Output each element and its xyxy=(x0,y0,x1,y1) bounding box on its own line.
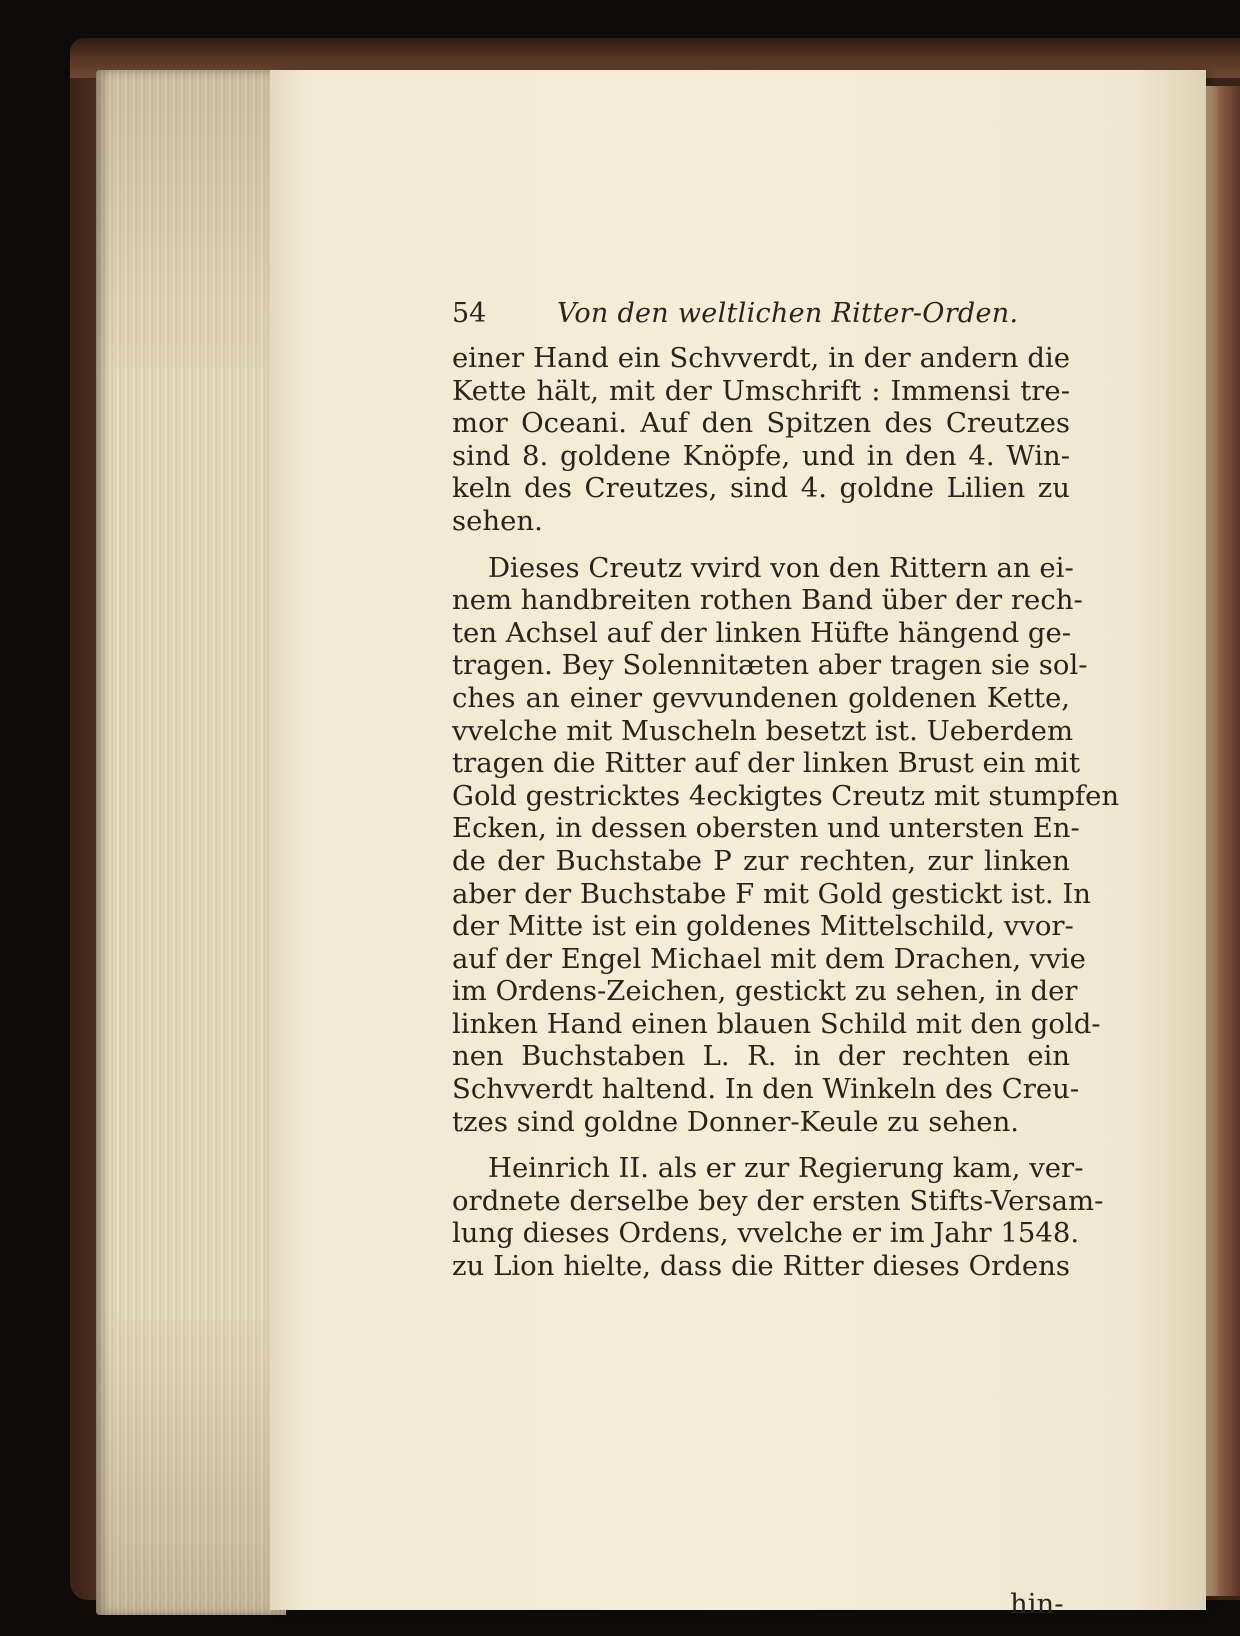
text-line: ten Achsel auf der linken Hüfte hängend ge- xyxy=(452,616,1072,649)
text-line: de der Buchstabe P zur rechten, zur linken xyxy=(452,844,1070,877)
page-header xyxy=(452,298,1072,338)
text-line: Kette hält, mit der Umschrift : Immensi tre- xyxy=(452,374,1070,407)
text-line: linken Hand einen blauen Schild mit den gold- xyxy=(452,1007,1101,1040)
text-line: tzes sind goldne Donner-Keule zu sehen. xyxy=(452,1105,1020,1138)
text-line: nen Buchstaben L. R. in der rechten ein xyxy=(452,1040,1070,1073)
text-line: Ecken, in dessen obersten und untersten En- xyxy=(452,812,1080,845)
text-line: ches an einer gevvundenen goldenen Kette, xyxy=(452,681,1070,714)
text-line: der Mitte ist ein goldenes Mittelschild, vvor- xyxy=(452,910,1074,943)
page-number: 54 xyxy=(452,298,487,329)
facing-page-edge xyxy=(1206,86,1240,1596)
text-line: Schvverdt haltend. In den Winkeln des Creu- xyxy=(452,1073,1080,1106)
text-line: lung dieses Ordens, vvelche er im Jahr 1548. xyxy=(452,1217,1080,1250)
text-line: einer Hand ein Schvverdt, in der andern die xyxy=(452,342,1070,374)
catchword: hin- xyxy=(1010,1588,1064,1620)
text-line: vvelche mit Muscheln besetzt ist. Ueberdem xyxy=(452,714,1074,747)
text-line: tragen. Bey Solennitæten aber tragen sie sol- xyxy=(452,649,1088,682)
text-line: aber der Buchstabe F mit Gold gestickt ist. In xyxy=(452,877,1091,910)
text-line: Gold gestricktes 4eckigtes Creutz mit stumpfen xyxy=(452,779,1120,812)
text-line: sind 8. goldene Knöpfe, und in den 4. Win- xyxy=(452,439,1070,472)
text-line: keln des Creutzes, sind 4. goldne Lilien zu xyxy=(452,472,1070,505)
text-line: nem handbreiten rothen Band über der rech- xyxy=(452,584,1083,617)
text-line: auf der Engel Michael mit dem Drachen, vvie xyxy=(452,942,1086,975)
text-line: zu Lion hielte, dass die Ritter dieses Ordens xyxy=(452,1250,1070,1283)
text-line: mor Oceani. Auf den Spitzen des Creutzes xyxy=(452,407,1070,440)
text-line: Heinrich II. als er zur Regierung kam, ver- xyxy=(488,1152,1084,1185)
text-line: tragen die Ritter auf der linken Brust ein mit xyxy=(452,747,1081,780)
text-line: sehen. xyxy=(452,504,543,537)
running-title: Von den weltlichen Ritter-Orden. xyxy=(557,298,1019,329)
text-line: im Ordens-Zeichen, gestickt zu sehen, in der xyxy=(452,975,1078,1008)
text-line: ordnete derselbe bey der ersten Stifts-Versam- xyxy=(452,1184,1104,1217)
text-line: Dieses Creutz vvird von den Rittern an ei- xyxy=(488,551,1074,584)
body-text xyxy=(452,342,1120,1283)
